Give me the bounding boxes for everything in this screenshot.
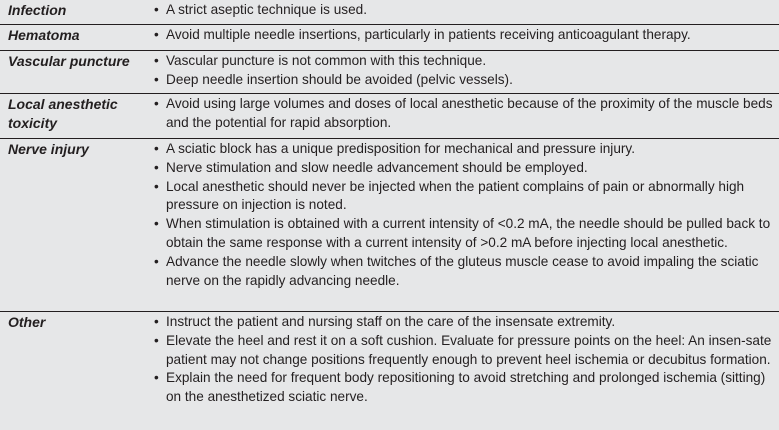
recommendation-item: • Nerve stimulation and slow needle advancement should be employed. (147, 159, 775, 178)
complication-term: Other (8, 314, 46, 330)
recommendation-item: • When stimulation is obtained with a current intensity of <0.2 mA, the needle should be pulled back to obtain the same response with a current intensity of >0.2 mA before injecting local anesthetic. (147, 215, 775, 253)
recommendation-list (147, 51, 779, 93)
recommendation-item: • Advance the needle slowly when twitches of the gluteus muscle cease to avoid impaling the sciatic nerve on the rapidly advancing needle. (147, 253, 775, 291)
recommendation-list (147, 94, 779, 138)
recommendation-item: • Local anesthetic should never be injected when the patient complains of pain or abnormally high pressure on injection is noted. (147, 178, 775, 216)
complication-term: Local anesthetic toxicity (8, 96, 118, 131)
table-row (0, 312, 779, 430)
recommendation-item: • Deep needle insertion should be avoided (pelvic vessels). (147, 71, 775, 90)
complication-term: Nerve injury (8, 141, 89, 157)
recommendation-item: • A strict aseptic technique is used. (147, 1, 775, 20)
recommendation-item: • Elevate the heel and rest it on a soft cushion. Evaluate for pressure points on the heel: An insen-sate patient may not change positions frequently enough to prevent heel ischemia or decubitus formation. (147, 332, 775, 370)
complication-term: Hematoma (8, 27, 80, 43)
recommendation-item: • Avoid multiple needle insertions, particularly in patients receiving anticoagulant therapy. (147, 26, 775, 45)
recommendation-item: • Avoid using large volumes and doses of local anesthetic because of the proximity of the muscle beds and the potential for rapid absorption. (147, 95, 775, 133)
table-row (0, 25, 779, 51)
recommendation-item: • Vascular puncture is not common with this technique. (147, 52, 775, 71)
table-row (0, 94, 779, 139)
recommendation-item: • Explain the need for frequent body repositioning to avoid stretching and prolonged ischemia (sitting) on the anesthetized sciatic nerve. (147, 369, 775, 407)
recommendation-list (147, 0, 779, 24)
complication-term: Infection (8, 2, 67, 18)
recommendation-list (147, 312, 779, 430)
table-row (0, 0, 779, 25)
complication-term: Vascular puncture (8, 53, 130, 69)
recommendation-list (147, 25, 779, 50)
recommendation-list (147, 139, 779, 311)
table-row (0, 139, 779, 312)
recommendation-item: • Instruct the patient and nursing staff on the care of the insensate extremity. (147, 313, 775, 332)
recommendation-item: • A sciatic block has a unique predisposition for mechanical and pressure injury. (147, 140, 775, 159)
table-row (0, 51, 779, 94)
